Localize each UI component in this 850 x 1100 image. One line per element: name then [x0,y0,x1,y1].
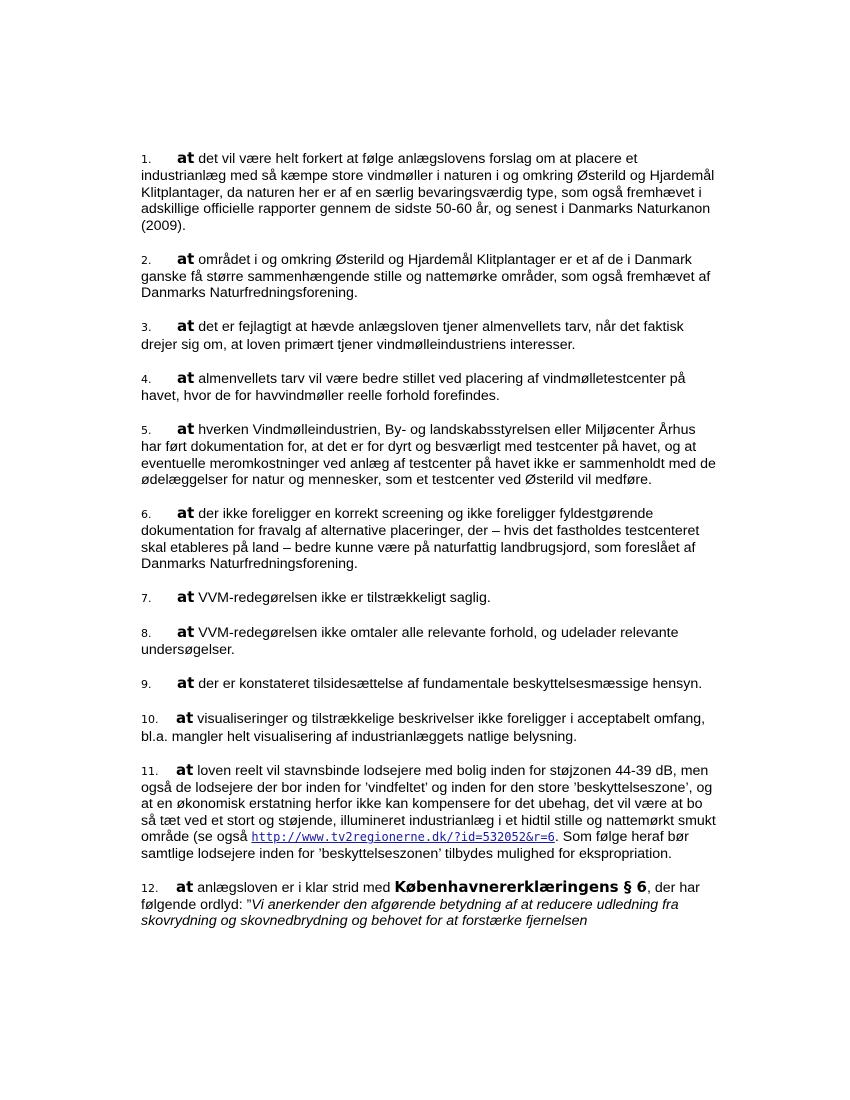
item-text: VVM-redegørelsen ikke omtaler alle relevante forhold, og udelader relevante undersøgelser. [141,625,679,659]
list-item [141,879,716,930]
item-text: loven reelt vil stavnsbinde lodsejere med bolig inden for støjzonen 44-39 dB, men også de lodsejere der bor inden for ’vindfeltet’ og inden for den store ’beskyttelseszone’, og at en økonomisk erstatning herfor ikke kan kompensere for det ubehag, det vil være at bo så tæt ved et stort og støjende, illumineret industrianlæg i et hidtil stille og nattemørkt smukt område (se også [141,762,716,846]
item-keyword: at [177,368,195,387]
item-number: 9. [141,678,152,692]
item-text-continued: , der har følgende ordlyd: ” [141,879,700,913]
item-keyword: at [177,149,195,167]
item-text: det vil være helt forkert at følge anlægslovens forslag om at placere et industrianlæg med så kæmpe store vindmøller i naturen i og omkring Østerild og Hjardemål Klitplantager, da naturen her er af en særlig bevaringsværdig type, som også fremhævet i adskillige officielle rapporter gennem de sidste 50-60 år, og senest i Danmarks Naturkanon (2009). [141,151,715,234]
item-keyword: at [177,674,195,693]
item-keyword: at [176,760,194,779]
list-item [141,624,716,659]
item-text: hverken Vindmølleindustrien, By- og landskabsstyrelsen eller Miljøcenter Århus har ført dokumentation for, at det er for dyrt og besværligt med testcenter på havet, og at eventuelle meromkostninger ved anlæg af testcenter på havet ikke er sammenholdt med de ødelæggelser for natur og mennesker, som et testcenter ved Østerild vil medføre. [141,421,716,489]
item-number: 3. [141,321,152,335]
declaration-reference: Københavnererklæringens § 6 [394,877,647,896]
item-number: 1. [141,153,152,166]
list-item [141,589,716,607]
item-text: VVM-redegørelsen ikke er tilstrækkeligt saglig. [198,590,491,607]
item-number: 11. [141,764,159,778]
item-text: området i og omkring Østerild og Hjardemål Klitplantager er et af de i Danmark ganske få større sammenhængende stille og nattemørke områder, som også fremhævet af Danmarks Naturfredningsforening. [141,251,711,302]
list-item [141,370,716,405]
item-keyword: at [177,249,195,268]
list-item [141,762,716,862]
list-item [141,251,716,302]
item-number: 8. [141,627,152,641]
item-text: almenvellets tarv vil være bedre stillet ved placering af vindmølletestcenter på havet, hvor de for havvindmøller reelle forhold forefindes. [141,370,686,404]
item-number: 2. [141,253,152,267]
list-item [141,150,716,234]
item-text: det er fejlagtigt at hævde anlægsloven tjener almenvellets tarv, når det faktisk drejer sig om, at loven primært tjener vindmølleindustriens interesser. [141,319,684,353]
item-text: visualiseringer og tilstrækkelige beskrivelser ikke foreligger i acceptabelt omfang, bl.a. mangler helt visualisering af industrianlæggets natlige belysning. [141,711,706,745]
item-number: 10. [141,713,159,727]
item-keyword: at [177,317,195,336]
item-text-after-link: . Som følge heraf bør samtlige lodsejere inden for ’beskyttelseszonen’ tilbydes mulighed for ekspropriation. [141,829,689,862]
item-number: 5. [141,423,152,437]
item-text: der ikke foreligger en korrekt screening og ikke foreligger fyldestgørende dokumentation for fravalg af alternative placeringer, der – hvis det fastholdes testcenteret skal etableres på land – bedre kunne være på naturfattig landbrugsjord, som foreslået af Danmarks Naturfredningsforening. [141,506,700,573]
item-keyword: at [177,504,195,522]
item-keyword: at [177,588,195,607]
item-keyword: at [177,419,195,438]
item-text: anlægsloven er i klar strid med [197,879,391,896]
item-keyword: at [177,623,195,642]
item-keyword: at [176,709,194,728]
objection-list [141,150,716,946]
list-item [141,710,716,745]
tv2-link[interactable]: http://www.tv2regionerne.dk/?id=532052&r=6 [251,830,555,845]
list-item [141,318,716,353]
item-number: 4. [141,372,152,386]
item-number: 6. [141,508,152,521]
item-number: 7. [141,592,152,606]
item-number: 12. [141,881,159,895]
list-item [141,505,716,573]
list-item [141,675,716,693]
item-keyword: at [176,877,194,896]
list-item [141,421,716,489]
item-text: der er konstateret tilsidesættelse af fundamentale beskyttelsesmæssige hensyn. [198,676,703,693]
declaration-quote: Vi anerkender den afgørende betydning af at reducere udledning fra skovrydning og skovnedbrydning og behovet for at forstærke fjernelsen [141,896,679,930]
